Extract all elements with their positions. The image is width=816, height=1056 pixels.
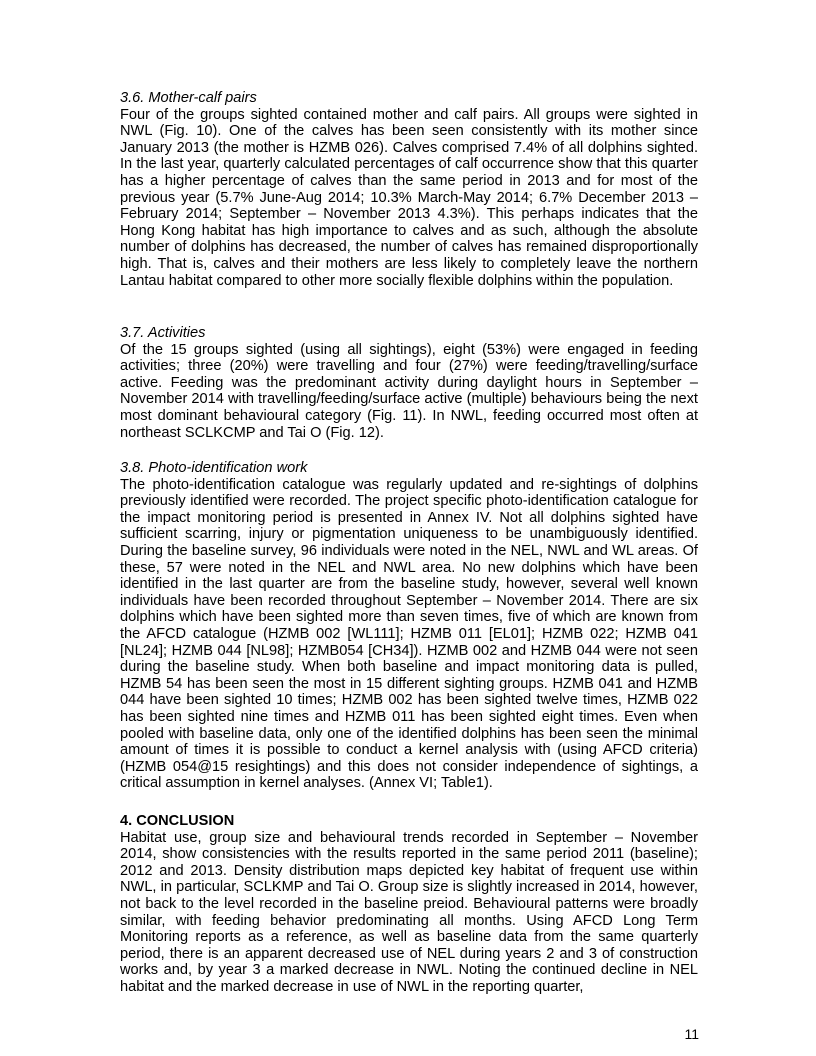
- section-paragraph: Of the 15 groups sighted (using all sightings), eight (53%) were engaged in feeding activities; three (20%) were travelling and four (27%) were feeding/travelling/surface active. Feeding was the predominant activity during daylight hours in September – November 2014 with travelling/feeding/surface active (multiple) behaviours being the next most dominant behavioural category (Fig. 11). In NWL, feeding occurred most often at northeast SCLKCMP and Tai O (Fig. 12).: [120, 341, 698, 441]
- section-paragraph: The photo-identification catalogue was regularly updated and re-sightings of dolphins previously identified were recorded. The project specific photo-identification catalogue for the impact monitoring period is presented in Annex IV. Not all dolphins sighted have sufficient scarring, injury or pigmentation uniqueness to be unambiguously identified. During the baseline survey, 96 individuals were noted in the NEL, NWL and WL areas. Of these, 57 were noted in the NEL and NWL area. No new dolphins which have been identified in the last quarter are from the baseline study, however, several well known individuals have been recorded throughout September – November 2014. There are six dolphins which have been sighted more than seven times, five of which are known from the AFCD catalogue (HZMB 002 [WL111]; HZMB 011 [EL01]; HZMB 022; HZMB 041 [NL24]; HZMB 044 [NL98]; HZMB054 [CH34]). HZMB 002 and HZMB 044 were not seen during the baseline study. When both baseline and impact monitoring data is pulled, HZMB 54 has been seen the most in 15 different sighting groups. HZMB 041 and HZMB 044 have been sighted 10 times; HZMB 002 has been sighted twelve times, HZMB 022 has been sighted nine times and HZMB 011 has been sighted eight times. Even when pooled with baseline data, only one of the identified dolphins has been seen the minimal amount of times it is possible to conduct a kernel analysis with (using AFCD criteria) (HZMB 054@15 resightings) and this does not consider independence of sightings, a critical assumption in kernel analyses. (Annex VI; Table1).: [120, 476, 698, 792]
- section-conclusion: [120, 813, 698, 996]
- section-heading: 3.8. Photo-identification work: [120, 460, 308, 476]
- section-paragraph: Habitat use, group size and behavioural trends recorded in September – November 2014, show consistencies with the results reported in the same period 2011 (baseline); 2012 and 2013. Density distribution maps depicted key habitat of frequent use within NWL, in particular, SCLKMP and Tai O. Group size is slightly increased in 2014, however, not back to the level recorded in the baseline preiod. Behavioural patterns were broadly similar, with feeding behavior predominating all months. Using AFCD Long Term Monitoring reports as a reference, as well as baseline data from the same quarterly period, there is an apparent decreased use of NEL during years 2 and 3 of construction works and, by year 3 a marked decrease in NWL. Noting the continued decline in NEL habitat and the marked decrease in use of NWL in the reporting quarter,: [120, 829, 698, 995]
- section-photo-identification: [120, 460, 698, 792]
- section-heading: 4. CONCLUSION: [120, 813, 235, 829]
- section-heading: 3.6. Mother-calf pairs: [120, 90, 257, 106]
- page-number: 11: [684, 1026, 699, 1042]
- section-paragraph: Four of the groups sighted contained mother and calf pairs. All groups were sighted in NWL (Fig. 10). One of the calves has been seen consistently with its mother since January 2013 (the mother is HZMB 026). Calves comprised 7.4% of all dolphins sighted. In the last year, quarterly calculated percentages of calf occurrence show that this quarter has a higher percentage of calves than the same period in 2013 and for most of the previous year (5.7% June-Aug 2014; 10.3% March-May 2014; 6.7% December 2013 – February 2014; September – November 2013 4.3%). This perhaps indicates that the Hong Kong habitat has high importance to calves and as such, although the absolute number of dolphins has decreased, the number of calves has remained disproportionally high. That is, calves and their mothers are less likely to completely leave the northern Lantau habitat compared to other more socially flexible dolphins within the population.: [120, 106, 698, 289]
- section-mother-calf-pairs: [120, 90, 698, 289]
- section-activities: [120, 325, 698, 441]
- section-heading: 3.7. Activities: [120, 325, 206, 341]
